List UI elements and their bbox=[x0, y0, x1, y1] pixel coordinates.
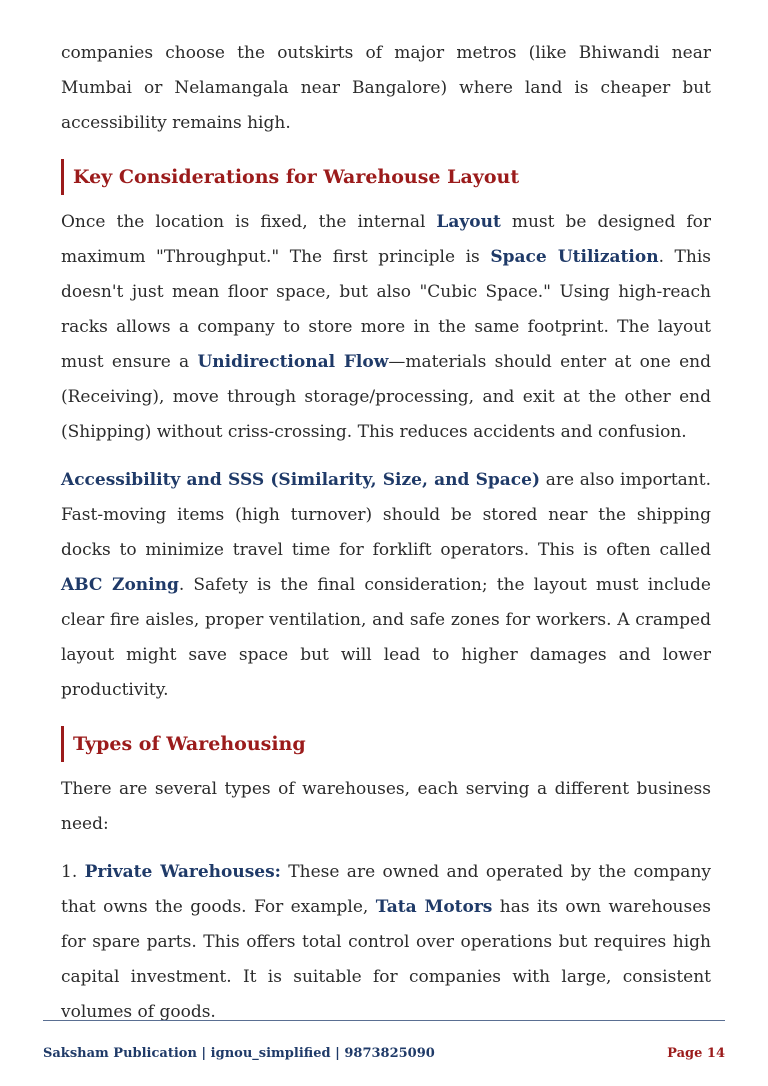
page-body bbox=[61, 36, 711, 1030]
section-heading-warehouse-layout: Key Considerations for Warehouse Layout bbox=[61, 159, 711, 195]
keyword-accessibility-sss: Accessibility and SSS (Similarity, Size, and Space) bbox=[61, 470, 540, 490]
section-heading-types-of-warehousing: Types of Warehousing bbox=[61, 726, 711, 762]
keyword-layout: Layout bbox=[436, 212, 501, 232]
keyword-space-utilization: Space Utilization bbox=[490, 247, 659, 267]
layout-paragraph: Once the location is fixed, the internal Layout must be designed for maximum "Throughput." The first principle is Space Utilization. This doesn't just mean floor space, but also "Cubic Space." Using high-reach racks allows a company to store more in the same footprint. The layout must ensure a Unidirectional Flow—materials should enter at one end (Receiving), move through storage/processing, and exit at the other end (Shipping) without criss-crossing. This reduces accidents and confusion. bbox=[61, 212, 712, 442]
keyword-unidirectional-flow: Unidirectional Flow bbox=[197, 352, 389, 372]
list-item-private-warehouses: 1. Private Warehouses: These are owned and operated by the company that owns the goods. For example, Tata Motors has its own warehouses for spare parts. This offers total control over operations but requires high capital investment. It is suitable for companies with large, consistent volumes of goods. bbox=[61, 862, 712, 1022]
accessibility-paragraph: Accessibility and SSS (Similarity, Size, and Space) are also important. Fast-moving items (high turnover) should be stored near the shipping docks to minimize travel time for forklift operators. This is often called ABC Zoning. Safety is the final consideration; the layout must include clear fire aisles, proper ventilation, and safe zones for workers. A cramped layout might save space but will lead to higher damages and lower productivity. bbox=[61, 470, 711, 700]
keyword-tata-motors: Tata Motors bbox=[375, 897, 493, 917]
intro-paragraph: companies choose the outskirts of major metros (like Bhiwandi near Mumbai or Nelamangala near Bangalore) where land is cheaper but accessibility remains high. bbox=[61, 43, 711, 133]
keyword-abc-zoning: ABC Zoning bbox=[61, 575, 179, 595]
footer-divider bbox=[43, 1020, 725, 1021]
types-intro-paragraph: There are several types of warehouses, each serving a different business need: bbox=[61, 779, 711, 834]
footer-publisher: Saksham Publication | ignou_simplified | 9873825090 bbox=[43, 1046, 435, 1061]
keyword-private-warehouses: Private Warehouses: bbox=[84, 862, 281, 882]
page-number: Page 14 bbox=[667, 1046, 725, 1061]
